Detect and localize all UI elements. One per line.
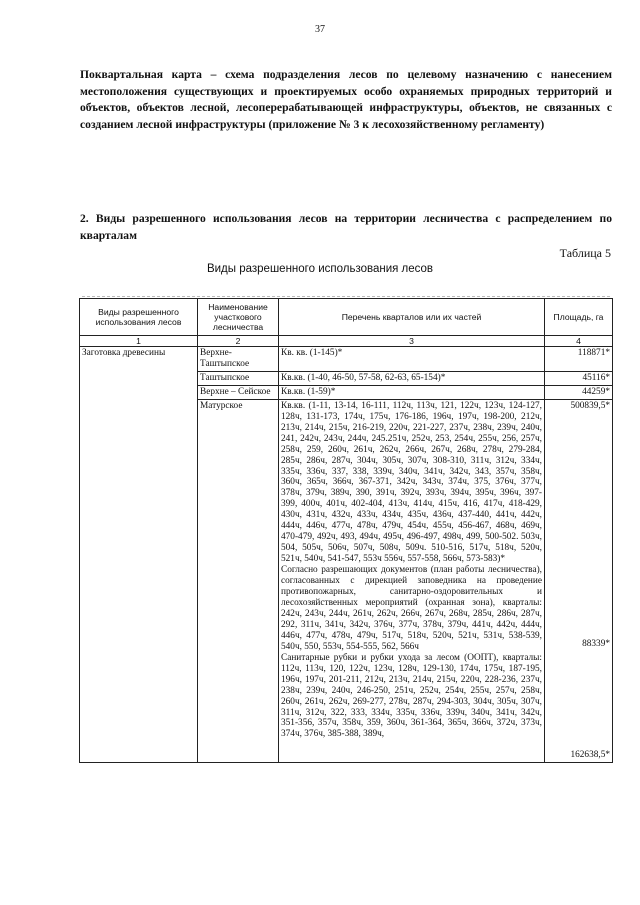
quarters-sanitary: Санитарные рубки и рубки ухода за лесом (ООПТ), кварталы: 112ч, 113ч, 120, 122ч, 123ч, 128ч, 129-130, 174ч, 175ч, 187-195, 196ч, 197ч, 201-211, 212ч, 213ч, 214ч, 215ч, 220ч, 228-236, 237ч, 238ч, 239ч, 240ч, 246-250, 251ч, 252ч, 254ч, 255ч, 257ч, 258ч, 260ч, 261ч, 262ч, 269-277, 278ч, 287ч, 294-303, 304ч, 305ч, 307ч, 311ч, 312ч, 322, 333, 334ч, 335ч, 336ч, 339ч, 340ч, 341ч, 342ч, 351-356, 357ч, 358ч, 359, 360ч, 361-364, 365ч, 366ч, 372ч, 373ч, 374ч, 376ч, 385-388, 389ч, [281, 652, 542, 740]
column-number: 4 [545, 336, 613, 347]
area-value: 500839,5* [570, 400, 610, 411]
spacer [547, 412, 610, 639]
quarters-cell: Кв.кв. (1-59)* [279, 385, 545, 399]
table-label: Таблица 5 [559, 246, 611, 260]
quarters-cell [279, 399, 545, 762]
table-header-row [80, 299, 613, 336]
header-area: Площадь, га [545, 299, 613, 336]
header-quarters: Перечень кварталов или их частей [279, 299, 545, 336]
quarters-cell: Кв. кв. (1-145)* [279, 347, 545, 372]
uses-table [79, 298, 613, 763]
area-cell: 45116* [545, 371, 613, 385]
area-cell [545, 399, 613, 762]
forestry-cell: Матурское [198, 399, 279, 762]
column-number-row [80, 336, 613, 347]
divider [82, 296, 610, 297]
quarters-cell: Кв.кв. (1-40, 46-50, 57-58, 62-63, 65-154)* [279, 371, 545, 385]
section-heading-uses: 2. Виды разрешенного использования лесов на территории лесничества с распределением по кварталам [80, 212, 612, 242]
quarters-buffer-zone: Согласно разрешающих документов (план работы лесничества), согласованных с дирекцией заповедника на проведение противопожарных, санитарно-оздоровительных и лесохозяйственных мероприятий (охранная зона), кварталы: 242ч, 243ч, 244ч, 261ч, 262ч, 266ч, 267ч, 268ч, 285ч, 286ч, 287ч, 292, 311ч, 341ч, 342ч, 376ч, 377ч, 378ч, 379ч, 441ч, 442ч, 444ч, 446ч, 477ч, 478ч, 479ч, 517ч, 518ч, 520ч, 521ч, 531ч, 538-539, 540ч, 550, 553ч, 554-555, 562, 566ч [281, 565, 542, 652]
quarters-list: Кв.кв. (1-11, 13-14, 16-111, 112ч, 113ч, 121, 122ч, 123ч, 124-127, 128ч, 131-173, 174ч, 175ч, 176-186, 196ч, 197ч, 198-200, 212ч, 213ч, 214ч, 215ч, 216-219, 220ч, 221-227, 237ч, 238ч, 239ч, 240ч, 241, 242ч, 243ч, 244ч, 245.251ч, 252ч, 253, 254ч, 255ч, 256, 257ч, 258ч, 259, 260ч, 261ч, 262ч, 266ч, 267ч, 268ч, 278ч, 279-284, 285ч, 286ч, 287ч, 304ч, 305ч, 307ч, 308-310, 311ч, 312ч, 334ч, 335ч, 336ч, 337, 338, 339ч, 340ч, 341ч, 342ч, 343, 357ч, 358ч, 360ч, 365ч, 366ч, 367-371, 342ч, 343ч, 374ч, 375, 376ч, 377ч, 378ч, 379ч, 389ч, 390, 391ч, 392ч, 393ч, 394ч, 395ч, 396ч, 397-399, 400ч, 401ч, 402-404, 413ч, 414ч, 415ч, 416, 417ч, 418-429, 430ч, 431ч, 432ч, 433ч, 434ч, 435ч, 436ч, 437-440, 441ч, 442ч, 444ч, 446ч, 477ч, 478ч, 479ч, 454ч, 455ч, 456-467, 468ч, 469ч, 470-479, 492ч, 493, 494ч, 495ч, 496-497, 498ч, 499, 500-502. 503ч, 504, 505ч, 506ч, 507ч, 508ч, 509ч. 510-516, 517ч, 518ч, 520ч, 521ч, 540ч, 541-547, 553ч 556ч, 557-558, 566ч, 573-583)* [281, 400, 542, 565]
forestry-cell: Таштыпское [198, 371, 279, 385]
use-type-cell: Заготовка древесины [80, 347, 198, 763]
column-number: 3 [279, 336, 545, 347]
area-cell: 44259* [545, 385, 613, 399]
column-number: 1 [80, 336, 198, 347]
forestry-cell: Верхне – Сейское [198, 385, 279, 399]
area-value: 162638,5* [570, 749, 610, 760]
table-row [80, 347, 613, 372]
table-title: Виды разрешенного использования лесов [206, 263, 434, 275]
spacer [547, 650, 610, 750]
area-value: 88339* [582, 638, 610, 649]
forestry-cell: Верхне-Таштыпское [198, 347, 279, 372]
column-number: 2 [198, 336, 279, 347]
header-use-type: Виды разрешенного использования лесов [80, 299, 198, 336]
section-heading-map: Поквартальная карта – схема подразделения лесов по целевому назначению с нанесением местоположения существующих и проектируемых особо охраняемых природных территорий и объектов, объектов лесной, лесоперерабатывающей инфраструктуры, объектов, не связанных с созданием лесной инфраструктуры (приложение № 3 к лесохозяйственному регламенту) [80, 68, 612, 131]
area-cell: 118871* [545, 347, 613, 372]
header-forestry: Наименование участкового лесничества [198, 299, 279, 336]
page-number: 37 [315, 24, 325, 35]
